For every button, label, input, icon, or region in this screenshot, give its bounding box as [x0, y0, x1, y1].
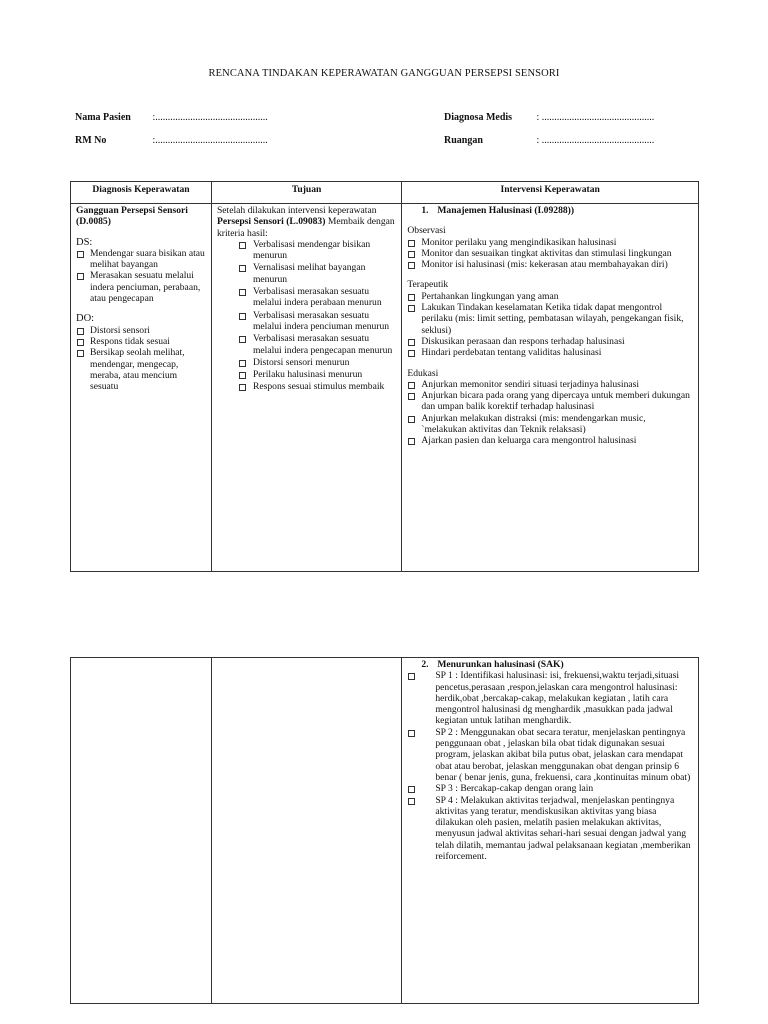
- kriteria-list: [217, 239, 396, 393]
- terapeutik-label: Terapeutik: [407, 279, 449, 291]
- diagnosis-title: Gangguan Persepsi Sensori (D.0085): [76, 205, 188, 228]
- table-row: [71, 658, 699, 1004]
- list-item: Lakukan Tindakan keselamatan Ketika tidak dapat mengontrol perilaku (mis: limit setting, pembatasan wilayah, pengekangan fisik, seklusi): [407, 302, 693, 336]
- diagnosis-cell: [71, 204, 212, 572]
- list-item: SP 2 : Menggunakan obat secara teratur, menjelaskan pentingnya penggunaan obat , jelaskan bila obat tidak digunakan sesuai program, jelaskan akibat bila putus obat, jelaskan cara mendapat obat atau berobat, jelaskan menggunakan obat dengan prinsip 6 benar ( benar jenis, guna, frekuensi, cara ,kontinuitas minum obat): [407, 727, 693, 783]
- nama-pasien-label: Nama Pasien: [75, 112, 131, 123]
- header-diagnosis: Diagnosis Keperawatan: [71, 182, 212, 204]
- list-item: Anjurkan bicara pada orang yang dipercaya untuk memberi dukungan dan umpan balik korektif terhadap halusinasi: [407, 390, 693, 413]
- list-item: Pertahankan lingkungan yang aman: [407, 291, 693, 302]
- care-plan-table-continued: [70, 657, 699, 1004]
- list-item: Mendengar suara bisikan atau melihat bayangan: [76, 248, 206, 271]
- list-item: Respons tidak sesuai: [76, 336, 206, 347]
- do-list: [76, 325, 206, 393]
- ruangan-row: [444, 135, 654, 146]
- list-item: Diskusikan perasaan dan respons terhadap halusinasi: [407, 336, 693, 347]
- list-item: SP 4 : Melakukan aktivitas terjadwal, menjelaskan pentingnya aktivitas yang teratur, mendiskusikan aktivitas yang biasa dilakukan oleh pasien, melatih pasien melakukan aktivitas, menyusun jadwal aktivitas sehari-hari sesuai dengan jadwal yang telah dilatih, memantau jadwal pelaksanaan kegiatan ,memberikan reiforcement.: [407, 795, 693, 863]
- list-item: SP 3 : Bercakap-cakap dengan orang lain: [407, 783, 693, 794]
- observasi-list: [407, 237, 693, 271]
- heading-number: 2.: [421, 659, 429, 670]
- intervensi-cell-continued: [402, 658, 699, 1004]
- list-item: Monitor dan sesuaikan tingkat aktivitas dan stimulasi lingkungan: [407, 248, 693, 259]
- care-plan-table: [70, 181, 699, 572]
- rm-no-row: [75, 135, 268, 146]
- ds-list: [76, 248, 206, 304]
- tujuan-cell-empty: [211, 658, 401, 1004]
- edukasi-label: Edukasi: [407, 367, 439, 379]
- rm-no-field[interactable]: :.............................................: [152, 135, 268, 146]
- list-item: Ajarkan pasien dan keluarga cara mengontrol halusinasi: [407, 435, 693, 446]
- list-item: Vernalisasi melihat bayangan menurun: [217, 262, 396, 285]
- edukasi-list: [407, 379, 693, 447]
- list-item: Verbalisasi merasakan sesuatu melalui indera pengecapan menurun: [217, 333, 396, 356]
- tujuan-outcome-code: Persepsi Sensori (L.09083): [216, 216, 326, 228]
- tujuan-intro: [217, 205, 396, 239]
- list-item: SP 1 : Identifikasi halusinasi: isi, frekuensi,waktu terjadi,situasi pencetus,perasaan ,respon,jelaskan cara mengontrol halusinasi: herdik,obat ,bercakap-cakap, melakukan kegiatan , latih cara mengontrol halusinasi dg menghardik ,masukkan pada jadwal kegiatan untuk latihan menghardik.: [407, 670, 693, 726]
- header-tujuan: Tujuan: [211, 182, 401, 204]
- do-label: DO:: [76, 313, 95, 325]
- heading-text: Menurunkan halusinasi (SAK): [437, 659, 564, 670]
- sp-list: [407, 670, 693, 862]
- rm-no-label: RM No: [75, 135, 107, 146]
- diagnosa-medis-field[interactable]: : .............................................: [536, 112, 655, 123]
- list-item: Respons sesuai stimulus membaik: [217, 381, 396, 392]
- list-item: Monitor perilaku yang mengindikasikan halusinasi: [407, 237, 693, 248]
- list-item: Perilaku halusinasi menurun: [217, 369, 396, 380]
- list-item: Anjurkan melakukan distraksi (mis: mendengarkan music, `melakukan aktivitas dan Teknik relaksasi): [407, 413, 693, 436]
- document-title: RENCANA TINDAKAN KEPERAWATAN GANGGUAN PERSEPSI SENSORI: [208, 68, 560, 79]
- nama-pasien-field[interactable]: :.............................................: [152, 112, 268, 123]
- ds-label: DS:: [76, 236, 93, 248]
- ruangan-field[interactable]: : .............................................: [536, 135, 655, 146]
- observasi-label: Observasi: [407, 225, 446, 237]
- diagnosa-medis-row: [444, 112, 654, 123]
- list-item: Merasakan sesuatu melalui indera penciuman, perabaan, atau pengecapan: [76, 270, 206, 304]
- tujuan-intro-tail: Membaik dengan kriteria hasil:: [216, 216, 395, 239]
- intervensi-cell: [402, 204, 699, 572]
- list-item: Hindari perdebatan tentang validitas halusinasi: [407, 347, 693, 358]
- tujuan-cell: [211, 204, 401, 572]
- tujuan-intro-text: Setelah dilakukan intervensi keperawatan: [216, 205, 377, 216]
- list-item: Bersikap seolah melihat, mendengar, mengecap, meraba, atau mencium sesuatu: [76, 347, 206, 392]
- list-item: Verbalisasi mendengar bisikan menurun: [217, 239, 396, 262]
- header-intervensi: Intervensi Keperawatan: [402, 182, 699, 204]
- heading-number: 1.: [421, 205, 429, 216]
- list-item: Distorsi sensori: [76, 325, 206, 336]
- list-item: Anjurkan memonitor sendiri situasi terjadinya halusinasi: [407, 379, 693, 390]
- intervensi-heading-2: [407, 659, 693, 670]
- diagnosis-cell-empty: [71, 658, 212, 1004]
- table-header-row: [71, 182, 699, 204]
- heading-text: Manajemen Halusinasi (I.09288)): [437, 205, 575, 216]
- nama-pasien-row: [75, 112, 268, 123]
- list-item: Verbalisasi merasakan sesuatu melalui indera penciuman menurun: [217, 310, 396, 333]
- table-row: [71, 204, 699, 572]
- list-item: Monitor isi halusinasi (mis: kekerasan atau membahayakan diri): [407, 259, 693, 270]
- list-item: Distorsi sensori menurun: [217, 357, 396, 368]
- terapeutik-list: [407, 291, 693, 359]
- list-item: Verbalisasi merasakan sesuatu melalui indera perabaan menurun: [217, 286, 396, 309]
- diagnosa-medis-label: Diagnosa Medis: [444, 112, 513, 123]
- intervensi-heading-1: [407, 205, 693, 216]
- ruangan-label: Ruangan: [444, 135, 483, 146]
